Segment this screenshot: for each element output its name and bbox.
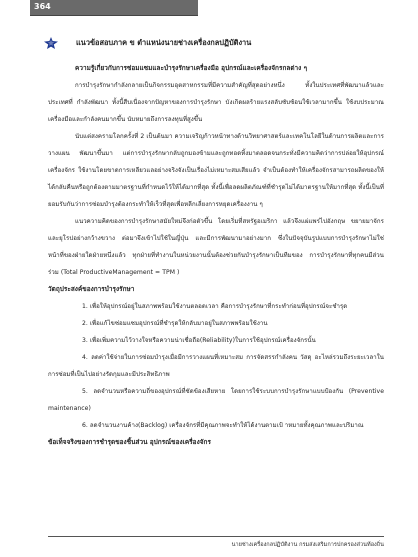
page-number-bar — [30, 0, 198, 16]
paragraph: แนวความคิดของการบำรุงรักษาสมัยใหม่จึงก่อตัวขึ้น โดยเริ่มที่สหรัฐอเมริกา แล้วจึงแผ่แพร่ไปอังกฤษ ขยายมาจักรและยุโรปอย่างกว้างขวาง ต่อมาจึงเข้าไปใช้ในญี่ปุ่น และมีการพัฒนามาอย่างมาก ซึ่งในปัจจุบันรูปแบบการบำรุงรักษาไม่ใช่หน้าที่ของฝ่ายใดฝ่ายหนึ่งแล้ว ทุกฝ่ายที่ทำงานในหน่วยงานนั้นต้องช่วยกันบำรุงรักษาเป็นทีมของ การบำรุงรักษาที่ทุกคนมีส่วนร่วม (Total ProductiveManagement = TPM ) — [48, 218, 384, 276]
star-bullet-icon — [44, 37, 58, 49]
paragraph: นับแต่สงครามโลกครั้งที่ 2 เป็นต้นมา ความเจริญก้าวหน้าทางด้านวิทยาศาสตร์และเทคโนโลยีในด้านการผลิตและการวางแผน พัฒนาขึ้นมา แต่การบำรุงรักษากลับถูกมองข้ามและถูกทอดทิ้งมาตลอดจนกระทั่งมีความคิดว่าการปล่อยให้อุปกรณ์เครื่องจักร ใช้งานโดยขาดการเหลียวแลอย่างจริงจังเป็นเรื่องไม่เหมาะสมเสียแล้ว จำเป็นต้องทำให้เครื่องจักรสามารถผลิตของให้ได้กลับคืนหรือถูกต้องตามมาตรฐานที่กำหนดไว้ให้ได้มากที่สุด ทั้งนี้เพื่อลดผลิตภัณฑ์ที่ชำรุดไม่ได้มาตรฐานให้มากที่สุด ทั้งนี้เป็นที่ยอมรับกันว่าการซ่อมบำรุงต้องกระทำให้เร็วที่สุดเพื่อหลีกเลี่ยงการหยุดเครื่องงาน ๆ — [48, 133, 384, 208]
final-heading: ข้อเท็จจริงของการชำรุดของชิ้นส่วน อุปกรณ์ของเครื่องจักร — [48, 438, 211, 446]
objective-item: 2. เพื่อแก้ไขซ่อมแซมอุปกรณ์ที่ชำรุดให้กลับมาอยู่ในสภาพพร้อมใช้งาน — [82, 320, 268, 327]
objectives-heading: วัตถุประสงค์ของการบำรุงรักษา — [48, 285, 135, 293]
subheading: ความรู้เกี่ยวกับการซ่อมแซมและบำรุงรักษาเครื่องมือ อุปกรณ์และเครื่องจักรกลต่าง ๆ — [75, 64, 308, 72]
page-content — [48, 60, 384, 451]
paragraph: การบำรุงรักษากำลังกลายเป็นกิจกรรมอุตสาหกรรมที่มีความสำคัญที่สุดอย่างหนึ่ง ทั้งในประเทศที่พัฒนาแล้วและประเทศที่ กำลังพัฒนา ทั้งนี้สืบเนื่องจากปัญหาของการบำรุงรักษา บังเกิดผลร้ายแรงสลับซับซ้อนใช้เวลามากขึ้น ใช้งบประมาณ เครื่องมือและกำลังคนมากขึ้น นับหมายถึงการลงทุนที่สูงขึ้น — [48, 82, 384, 123]
objective-item: 3. เพื่อเพิ่มความไว้วางใจหรือความน่าเชื่อถือ(Reliability)ในการใช้อุปกรณ์เครื่องจักรนั้น — [82, 337, 316, 344]
page-number: 364 — [34, 2, 51, 11]
section-heading-row — [44, 37, 251, 49]
objective-item: 5. ลดจำนวนหรือความถี่ของอุปกรณ์ที่ชัดข้องเสียหาย โดยการใช้ระบบการบำรุงรักษาแบบป้องกัน (Preventive maintenance) — [48, 388, 384, 412]
footer-divider — [48, 536, 384, 537]
objective-item: 4. ลดค่าใช้จ่ายในการซ่อมบำรุงเมื่อมีการวางแผนที่เหมาะสม การจัดสรรกำลังคน วัสดุ อะไหล่รวมถึงระยะเวลาในการซ่อมที่เป็นไปอย่างรัดกุมและมีประสิทธิภาพ — [48, 354, 384, 378]
section-heading: แนวข้อสอบภาค ข ตำแหน่งนายช่างเครื่องกลปฏิบัติงาน — [76, 38, 252, 47]
footer-text: นายช่างเครื่องกลปฏิบัติงาน กรมส่งเสริมการปกครองส่วนท้องถิ่น — [231, 542, 384, 548]
objective-item: 1. เพื่อให้อุปกรณ์อยู่ในสภาพพร้อมใช้งานตลอดเวลา คือการบำรุงรักษาที่กระทำก่อนที่อุปกรณ์จะชำรุด — [82, 303, 348, 310]
objective-item: 6. ลดจำนวนงานค้าง(Backlog) เครื่องจักรที่มีคุณภาพจะทำให้ได้งานตามเป้ าหมายทั้งคุณภาพและปริมาณ — [82, 422, 364, 429]
